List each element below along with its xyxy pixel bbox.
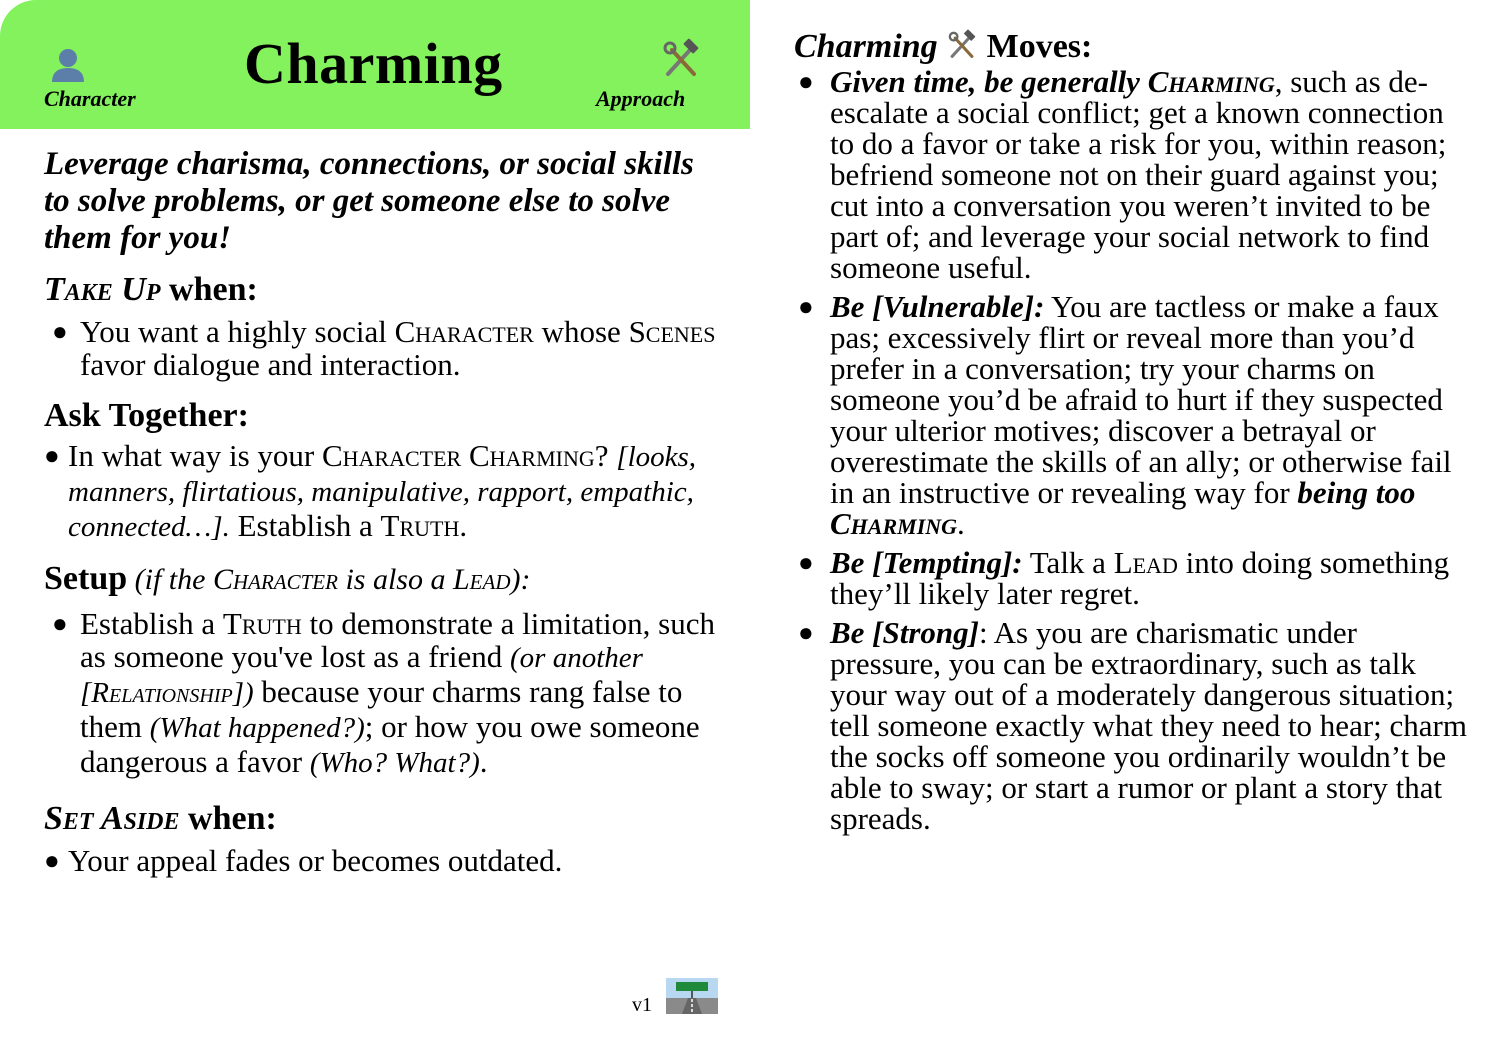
move-be-vulnerable: ● Be [Vulnerable]: You are tactless or make a faux pas; excessively flirt or reveal more than you’d prefer in a conversation; try your charms on someone you’d be afraid to hurt if they suspected your ulterior motives; discover a betrayal or overestimate the skills of an ally; or otherwise fail in an instructive or revealing way for being too Charming.	[798, 289, 1452, 541]
ask-together-heading: Ask Together:	[44, 397, 249, 434]
move-given-time: ● Given time, be generally Charming, such as de-escalate a social conflict; get a known connection to do a favor or take a risk for you, within reason; befriend someone not on their guard against you; cut into a conversation you weren’t invited to be part of; and leverage your social network to find someone useful.	[798, 64, 1447, 285]
setup-heading: Setup (if the Character is also a Lead):	[44, 560, 531, 597]
card-header	[0, 0, 750, 129]
hammer-wrench-icon	[660, 38, 702, 80]
right-column	[794, 28, 1474, 834]
left-column	[44, 146, 724, 877]
ask-together-bullet: ● In what way is your Character Charming? [looks, manners, flirtatious, manipulative, rapport, empathic, connected…]. Establish a Truth.	[44, 438, 697, 543]
move-be-strong: ● Be [Strong]: As you are charismatic under pressure, you can be extraordinary, such as talk your way out of a moderately dangerous situation; tell someone exactly what they need to hear; charm the socks off someone you ordinarily wouldn’t be able to sway; or start a rumor or plant a story that spreads.	[798, 615, 1467, 836]
card-title: Charming	[244, 31, 503, 96]
person-icon	[48, 44, 88, 84]
setup-bullet: ● Establish a Truth to demonstrate a limitation, such as someone you've lost as a friend (or another [Relationship]) because your charms rang false to them (What happened?); or how you owe someone dangerous a favor (Who? What?).	[52, 606, 715, 779]
hammer-wrench-icon	[946, 29, 978, 61]
take-up-bullet: ● You want a highly social Character whose Scenes favor dialogue and interaction.	[52, 314, 716, 382]
tagline: Leverage charisma, connections, or social skills to solve problems, or get someone else to solve them for you!	[44, 146, 694, 256]
character-label: Character	[44, 86, 136, 111]
take-up-heading: Take Up when:	[44, 271, 258, 308]
set-aside-heading: Set Aside when:	[44, 800, 277, 837]
version-label: v1	[632, 994, 652, 1016]
set-aside-bullet: ● Your appeal fades or becomes outdated.	[44, 843, 563, 878]
move-be-tempting: ● Be [Tempting]: Talk a Lead into doing something they’ll likely later regret.	[798, 545, 1450, 611]
approach-label: Approach	[596, 86, 686, 111]
road-sign-icon	[666, 978, 718, 1014]
moves-heading: Charming Moves:	[794, 28, 1093, 65]
